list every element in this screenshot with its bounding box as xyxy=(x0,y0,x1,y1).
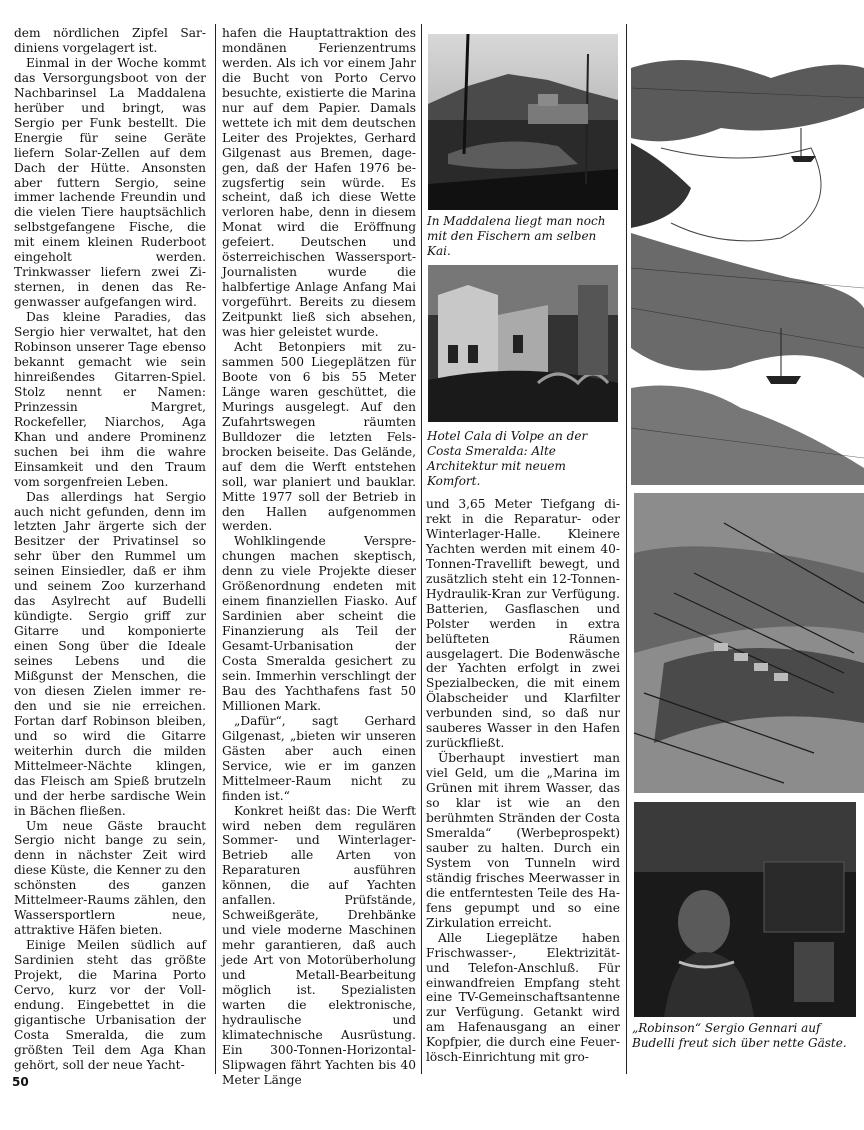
paragraph: Überhaupt investiert man viel Geld, um die „Marina im Grünen mit ihrem Wasser, das so klar ist wie an den berühmten Stränden der Costa Smeralda“ (Werbeprospekt) sauber zu halten. Durch ein System von Tunneln wird ständig frisches Meerwasser in die entferntesten Teile des Hafens gepumpt und so eine Zirkulation erreicht. xyxy=(426,751,620,930)
paragraph: Wohlklingende Versprechungen machen skeptisch, denn zu viele Projekte dieser Größenordnung endeten mit einem finanziellen Fiasko. Auf Sardinien aber scheint die Finanzierung als Teil der Gesamt-Urbanisation der Costa Smeralda gesichert zu sein. Immerhin verschlingt der Bau des Yachthafens fast 50 Millionen Mark. xyxy=(222,534,416,713)
marina-aerial-illustration xyxy=(634,493,864,793)
maddalena-caption: In Maddalena liegt man noch mit den Fischern am selben Kai. xyxy=(427,214,606,258)
paragraph: Acht Betonpiers mit zusammen 500 Liegeplätzen für Boote von 6 bis 55 Meter Länge waren geschüttet, die Murings ausgelegt. Auf den Zufahrtswegen räumten Bulldozer die letzten Felsbrocken beiseite. Das Gelände, auf dem die Werft entstehen soll, war planiert und bauklar. Mitte 1977 soll der Betrieb in den Hallen aufgenommen werden. xyxy=(222,340,416,534)
page-number: 50 xyxy=(12,1075,29,1089)
paragraph: Einige Meilen südlich auf Sardinien steht das größte Projekt, die Marina Porto Cervo, kurz vor der Vollendung. Eingebettet in die gigantische Urbanisation der Costa Smeralda, die zum größten Teil dem Aga Khan gehört, soll der neue Yacht- xyxy=(14,938,206,1072)
paragraph: „Dafür“, sagt Gerhard Gilgenast, „bieten wir unseren Gästen aber auch einen Service, wie er im ganzen Mittelmeer-Raum nicht zu finden ist.“ xyxy=(222,713,416,803)
paragraph: Konkret heißt das: Die Werft wird neben dem regulären Sommer- und Winterlager-Betrieb alle Arten von Reparaturen ausführen können, die auf Yachten anfallen. Prüfstände, Schweißgeräte, Drehbänke und viele moderne Maschinen mehr garantieren, daß auch jede Art von Motorüberholung und Metall-Bearbeitung möglich ist. Spezialisten warten die elektronische, hydraulische und klimatechnische Ausrüstung. Ein 300-Tonnen-Horizontal-Slipwagen fährt Yachten bis 40 Meter Länge xyxy=(222,803,416,1087)
hotel-photo xyxy=(428,265,618,422)
paragraph: Alle Liegeplätze haben Frischwasser-, Elektrizität- und Telefon-Anschluß. Für einwandfreien Empfang steht eine TV-Gemeinschaftsantenne zur Verfügung. Getankt wird am Hafenausgang an einer Kopfpier, die durch eine Feuerlösch-Einrichtung mit gro- xyxy=(426,930,620,1065)
paragraph: dem nördlichen Zipfel Sardiniens vorgelagert ist. xyxy=(14,26,206,55)
robinson-photo xyxy=(634,802,856,1017)
paragraph: Um neue Gäste braucht Sergio nicht bange zu sein, denn in nächster Zeit wird diese Küste, die Kenner zu den schönsten des ganzen Mittelmeer-Raums zählen, den Wassersportlern neue, attraktive Häfen bieten. xyxy=(14,818,206,938)
article-column-2 xyxy=(222,26,416,1088)
paragraph: und 3,65 Meter Tiefgang direkt in die Reparatur- oder Winterlager-Halle. Kleinere Yachten werden mit einem 40-Tonnen-Travellift bewegt, und zusätzlich steht ein 12-Tonnen-Hydraulik-Kran zur Verfügung. Batterien, Gasflaschen und Polster werden in extra belüfteten Räumen ausgelagert. Die Bodenwäsche der Yachten erfolgt in zwei Spezialbecken, die mit einem Ölabscheider und Klarfilter verbunden sind, so daß nur sauberes Wasser in den Hafen zurückfließt. xyxy=(426,497,620,751)
paragraph: Das allerdings hat Sergio auch nicht gefunden, denn im letzten Jahr ärgerte sich der Besitzer der Privatinsel so sehr über den Rummel um seinen Einsiedler, daß er ihm und seinem Zoo kurzerhand das Asylrecht auf Budelli kündigte. Sergio griff zur Gitarre und komponierte einen Song über die Ideale seines Lebens und die Mißgunst der Menschen, die von diesen Zielen immer reden und sie nie erreichen. Fortan darf Robinson bleiben, und so wird die Gitarre weiterhin durch die milden Mittelmeer-Nächte klingen, das Fleisch am Spieß brutzeln und der herbe sardische Wein in Bächen fließen. xyxy=(14,489,206,818)
article-column-3 xyxy=(426,497,620,1065)
column-rule xyxy=(626,24,627,1074)
coast-sketch-illustration xyxy=(631,48,864,485)
column-rule xyxy=(215,24,216,1074)
paragraph: Das kleine Paradies, das Sergio hier verwaltet, hat den Robinson unserer Tage ebenso bekannt gemacht wie sein hinreißendes Gitarren-Spiel. Stolz nennt er Namen: Prinzessin Margret, Rockefeller, Niarchos, Aga Khan und andere Prominenz suchen bei ihm die wahre Einsamkeit und den Traum vom sorgenfreien Leben. xyxy=(14,310,206,489)
maddalena-harbor-photo xyxy=(428,34,618,210)
hotel-caption: Hotel Cala di Volpe an der Costa Smeralda: Alte Architektur mit neuem Komfort. xyxy=(427,429,588,488)
column-rule xyxy=(421,24,422,1074)
paragraph: hafen die Hauptattraktion des mondänen Ferienzentrums werden. Als ich vor einem Jahr die Bucht von Porto Cervo besuchte, existierte die Marina nur auf dem Papier. Damals wettete ich mit dem deutschen Leiter des Projektes, Gerhard Gilgenast aus Bremen, dagegen, daß der Hafen 1976 bezugsfertig sein würde. Es scheint, daß ich diese Wette verloren habe, denn in diesem Monat wird die Eröffnung gefeiert. Deutschen und österreichischen Wassersport-Journalisten wurde die halbfertige Anlage Anfang Mai vorgeführt. Bereits zu diesem Zeitpunkt ließ sich absehen, was hier geleistet wurde. xyxy=(222,26,416,340)
article-column-1 xyxy=(14,26,206,1073)
robinson-caption: „Robinson“ Sergio Gennari auf Budelli freut sich über nette Gäste. xyxy=(632,1021,847,1050)
paragraph: Einmal in der Woche kommt das Versorgungsboot von der Nachbarinsel La Maddalena herüber und bringt, was Sergio per Funk bestellt. Die Energie für seine Geräte liefern Solar-Zellen auf dem Dach der Hütte. Ansonsten aber futtern Sergio, seine immer lachende Freundin und die vielen Tiere hauptsächlich selbstgefangene Fische, die mit einem kleinen Ruderboot eingeholt werden. Trinkwasser liefern zwei Zisternen, in denen das Regenwasser aufgefangen wird. xyxy=(14,55,206,310)
